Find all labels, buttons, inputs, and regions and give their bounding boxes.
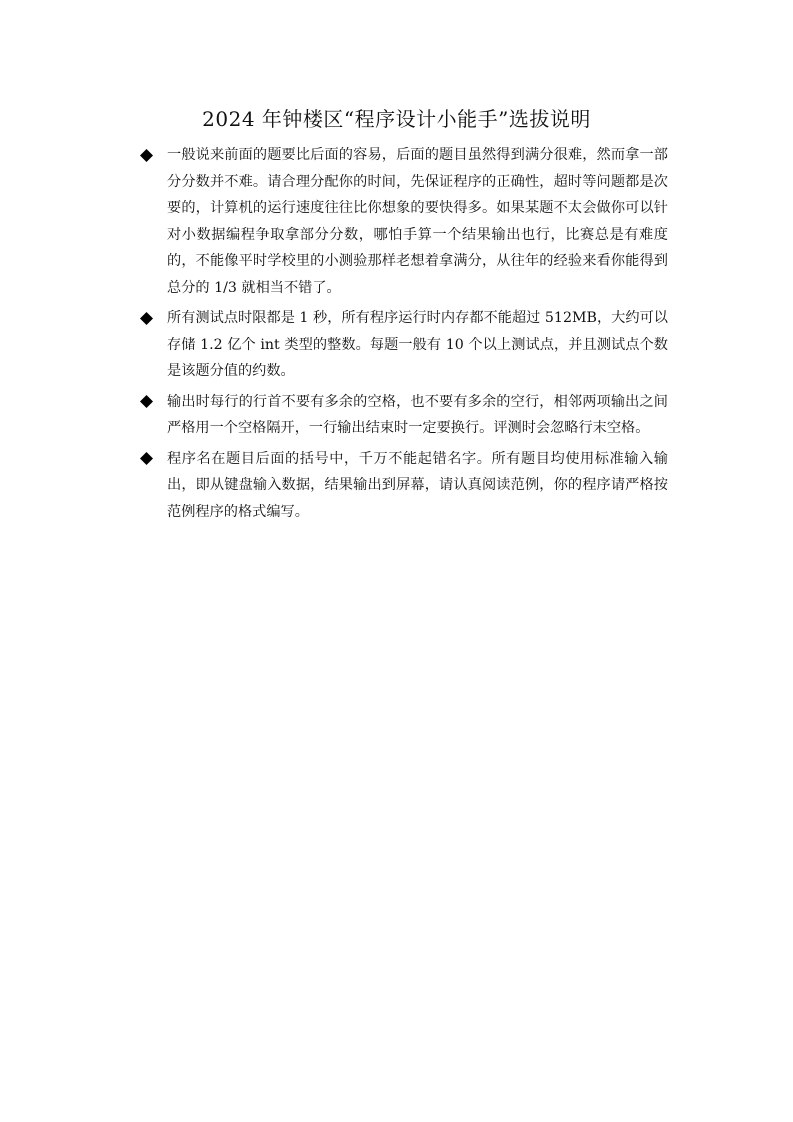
diamond-bullet-icon <box>138 142 154 169</box>
rule-text: 输出时每行的行首不要有多余的空格，也不要有多余的空行，相邻两项输出之间严格用一个空格隔开，一行输出结束时一定要换行。评测时会忽略行末空格。 <box>167 393 668 436</box>
diamond-bullet-icon <box>138 305 154 332</box>
rule-text: 一般说来前面的题要比后面的容易，后面的题目虽然得到满分很难，然而拿一部分分数并不难。请合理分配你的时间，先保证程序的正确性，超时等问题都是次要的，计算机的运行速度往往比你想象的要快得多。如果某题不太会做你可以针对小数据编程争取拿部分分数，哪怕手算一个结果输出也行，比赛总是有难度的，不能像平时学校里的小测验那样老想着拿满分，从往年的经验来看你能得到总分的 1/3 就相当不错了。 <box>167 147 668 296</box>
diamond-bullet-icon <box>138 446 154 473</box>
diamond-bullet-icon <box>138 389 154 416</box>
rules-list <box>138 142 668 529</box>
rule-text: 程序名在题目后面的括号中，千万不能起错名字。所有题目均使用标准输入输出，即从键盘输入数据，结果输出到屏幕，请认真阅读范例，你的程序请严格按范例程序的格式编写。 <box>167 450 668 520</box>
rule-item <box>138 305 668 385</box>
rule-text: 所有测试点时限都是 1 秒，所有程序运行时内存都不能超过 512MB，大约可以存储 1.2 亿个 int 类型的整数。每题一般有 10 个以上测试点，并且测试点个数是该题分值的约数。 <box>167 310 668 379</box>
rule-item <box>138 389 668 442</box>
document-title: 2024 年钟楼区“程序设计小能手”选拔说明 <box>202 107 591 131</box>
rule-item <box>138 142 668 301</box>
rule-item <box>138 446 668 526</box>
